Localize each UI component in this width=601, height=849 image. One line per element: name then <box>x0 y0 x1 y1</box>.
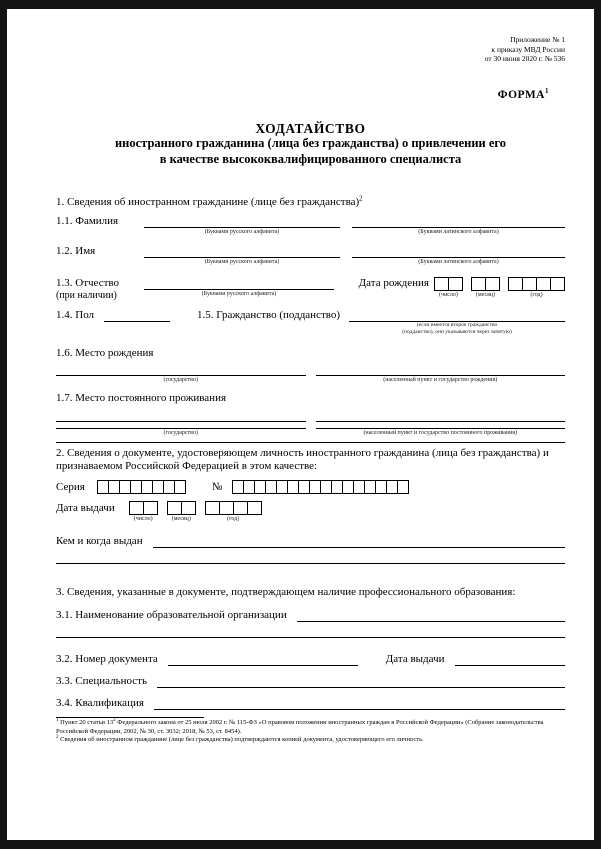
birth-date-month-cells <box>471 277 500 291</box>
issue-date-label: Дата выдачи <box>56 502 115 514</box>
title-line: в качестве высококвалифицированного специалиста <box>159 151 462 166</box>
patronymic-field-ru <box>144 289 334 298</box>
doc-issue-date-input-line[interactable] <box>455 665 566 666</box>
birth-place-state-caption: (государство) <box>163 377 198 383</box>
issued-by-input-line[interactable] <box>153 547 565 548</box>
name-field-lat <box>352 257 565 266</box>
patronymic-ru-caption: (Буквами русского алфавита) <box>201 291 277 297</box>
residence-state-field <box>56 428 306 437</box>
issue-date-day-group <box>129 501 158 523</box>
footnote-1-text-after: Федерального закона от 25 июля 2002 г. № 115-ФЗ «О правовом положении иностранных граждан в Российской Федерации» (Собрание законодательства Российской Федерации, 2002, № 30, ст. 3032; 2018, № 53, ст. 8454). <box>56 719 544 735</box>
footnote-1-marker: 1 <box>56 717 59 723</box>
char-cell[interactable] <box>143 501 158 515</box>
char-cell[interactable] <box>508 277 523 291</box>
birth-place-locality-caption: (населенный пункт и государство рождения) <box>383 377 498 383</box>
footnote-2-marker: 2 <box>56 734 59 740</box>
org-continuation-line[interactable] <box>56 637 565 638</box>
name-ru-caption: (Буквами русского алфавита) <box>204 259 280 265</box>
citizenship-caption-line2: (подданство), они указываются через запятую) <box>402 328 512 335</box>
char-cell[interactable] <box>485 277 500 291</box>
series-cells <box>97 480 186 494</box>
residence-label: 1.7. Место постоянного проживания <box>56 392 227 404</box>
sex-label: 1.4. Пол <box>56 309 95 321</box>
char-cell[interactable] <box>205 501 220 515</box>
corner-annotation <box>56 35 565 64</box>
field-row-name <box>56 245 565 266</box>
section-divider <box>56 442 565 443</box>
birth-date-year-caption: (год) <box>530 292 543 298</box>
char-cell[interactable] <box>471 277 486 291</box>
form-designation-text: ФОРМА <box>497 88 545 101</box>
char-cell[interactable] <box>174 480 186 494</box>
issue-date-day-caption: (число) <box>133 516 153 522</box>
field-row-issue-date <box>56 501 565 523</box>
doc-issue-date-label: Дата выдачи <box>385 653 445 665</box>
issue-date-year-group <box>205 501 262 523</box>
issue-date-month-caption: (месяц) <box>171 516 191 522</box>
qualification-label: 3.4. Квалификация <box>56 697 144 709</box>
char-cell[interactable] <box>129 501 144 515</box>
form-page <box>7 9 594 840</box>
issued-by-label: Кем и когда выдан <box>56 535 143 547</box>
field-row-qualification <box>56 697 565 710</box>
issued-by-continuation-line[interactable] <box>56 563 565 564</box>
number-cells <box>232 480 409 494</box>
citizenship-field <box>349 321 565 335</box>
section-1-heading-text: 1. Сведения об иностранном гражданине (лице без гражданства) <box>56 196 360 208</box>
footnote-1 <box>56 719 565 736</box>
footnote-1-law-sup: 2 <box>113 717 116 723</box>
title-line: ХОДАТАЙСТВО <box>255 120 366 136</box>
name-label: 1.2. Имя <box>56 245 96 257</box>
title-line: иностранного гражданина (лица без гражданства) о привлечении его <box>114 136 507 150</box>
footnote-2-text: Сведения об иностранном гражданине (лице без гражданства) подтверждаются копией документа, удостоверяющего его личность. <box>60 736 424 743</box>
issue-date-year-cells <box>205 501 262 515</box>
surname-ru-caption: (Буквами русского алфавита) <box>204 229 280 235</box>
birth-date-year-cells <box>508 277 565 291</box>
birth-date-day-caption: (число) <box>439 292 458 298</box>
birth-date-year-group <box>508 277 565 299</box>
doc-number-label: 3.2. Номер документа <box>56 653 158 665</box>
document-title <box>56 121 565 168</box>
birth-date-label: Дата рождения <box>358 277 429 289</box>
issue-date-month-cells <box>167 501 196 515</box>
sex-input-line[interactable] <box>104 321 170 322</box>
org-input-line[interactable] <box>297 621 565 622</box>
form-designation <box>56 86 565 102</box>
char-cell[interactable] <box>397 480 409 494</box>
field-row-specialty <box>56 675 565 688</box>
section-2-heading: 2. Сведения о документе, удостоверяющем личность иностранного гражданина (лица без гражданства) и признаваемом Российской Федерацией в этом качестве: <box>56 447 549 472</box>
birth-date-group <box>359 277 565 299</box>
annotation-line: от 30 июня 2020 г. № 536 <box>484 54 565 63</box>
residence-input-line-1b[interactable] <box>316 421 566 422</box>
surname-lat-caption: (Буквами латинского алфавита) <box>418 229 499 235</box>
birth-date-day-group <box>434 277 463 299</box>
footnote-1-text: Пункт 20 статьи 13 <box>60 719 114 726</box>
char-cell[interactable] <box>522 277 537 291</box>
char-cell[interactable] <box>550 277 565 291</box>
char-cell[interactable] <box>448 277 463 291</box>
number-label: № <box>211 480 223 493</box>
doc-number-input-line[interactable] <box>168 665 358 666</box>
footnote-2 <box>56 736 565 745</box>
specialty-label: 3.3. Специальность <box>56 675 147 687</box>
patronymic-label <box>56 277 144 302</box>
field-row-issued-by <box>56 535 565 548</box>
section-1-heading <box>56 196 565 209</box>
issue-date-day-cells <box>129 501 158 515</box>
series-label: Серия <box>56 480 85 493</box>
char-cell[interactable] <box>181 501 196 515</box>
org-label: 3.1. Наименование образовательной организации <box>56 609 287 621</box>
birth-date-day-cells <box>434 277 463 291</box>
surname-field-lat <box>352 227 565 236</box>
issue-date-year-caption: (год) <box>227 516 240 522</box>
residence-extra-line-row <box>56 421 565 422</box>
birth-place-label: 1.6. Место рождения <box>56 347 154 359</box>
footnote-divider <box>56 717 204 718</box>
char-cell[interactable] <box>167 501 182 515</box>
patronymic-label-line1: 1.3. Отчество <box>56 277 119 289</box>
footnote-ref-1: 1 <box>545 86 549 95</box>
section-3-heading: 3. Сведения, указанные в документе, подтверждающем наличие профессионального образования: <box>56 586 516 598</box>
char-cell[interactable] <box>536 277 551 291</box>
char-cell[interactable] <box>434 277 449 291</box>
birth-place-state-field <box>56 375 306 384</box>
field-row-surname <box>56 215 565 236</box>
citizenship-caption <box>349 322 565 335</box>
birth-date-month-group <box>471 277 500 299</box>
birth-date-month-caption: (месяц) <box>475 292 496 298</box>
char-cell[interactable] <box>247 501 262 515</box>
field-row-birth-place <box>56 375 565 384</box>
patronymic-label-line2: (при наличии) <box>56 290 117 301</box>
name-lat-caption: (Буквами латинского алфавита) <box>418 259 499 265</box>
field-row-sex-citizenship <box>56 309 565 335</box>
citizenship-label: 1.5. Гражданство (подданство) <box>197 309 341 321</box>
surname-label: 1.1. Фамилия <box>56 215 119 227</box>
citizenship-caption-line1: (если имеется второе гражданство <box>416 322 498 328</box>
residence-input-line-1a[interactable] <box>56 421 306 422</box>
name-field-ru <box>144 257 340 266</box>
char-cell[interactable] <box>233 501 248 515</box>
qualification-input-line[interactable] <box>154 709 565 710</box>
field-row-patronymic <box>56 277 565 302</box>
residence-locality-field <box>316 428 566 437</box>
footnote-ref-2: 2 <box>359 194 363 203</box>
field-row-residence <box>56 428 565 437</box>
issue-date-month-group <box>167 501 196 523</box>
specialty-input-line[interactable] <box>157 687 565 688</box>
birth-place-locality-field <box>316 375 566 384</box>
residence-state-caption: (государство) <box>163 430 198 436</box>
field-row-series-number <box>56 480 565 494</box>
field-row-org <box>56 609 565 622</box>
annotation-line: Приложение № 1 <box>510 35 565 44</box>
residence-locality-caption: (населенный пункт и государство постоянного проживания) <box>363 430 518 436</box>
field-row-doc-number <box>56 653 565 666</box>
annotation-line: к приказу МВД России <box>491 44 565 54</box>
char-cell[interactable] <box>219 501 234 515</box>
surname-field-ru <box>144 227 340 236</box>
